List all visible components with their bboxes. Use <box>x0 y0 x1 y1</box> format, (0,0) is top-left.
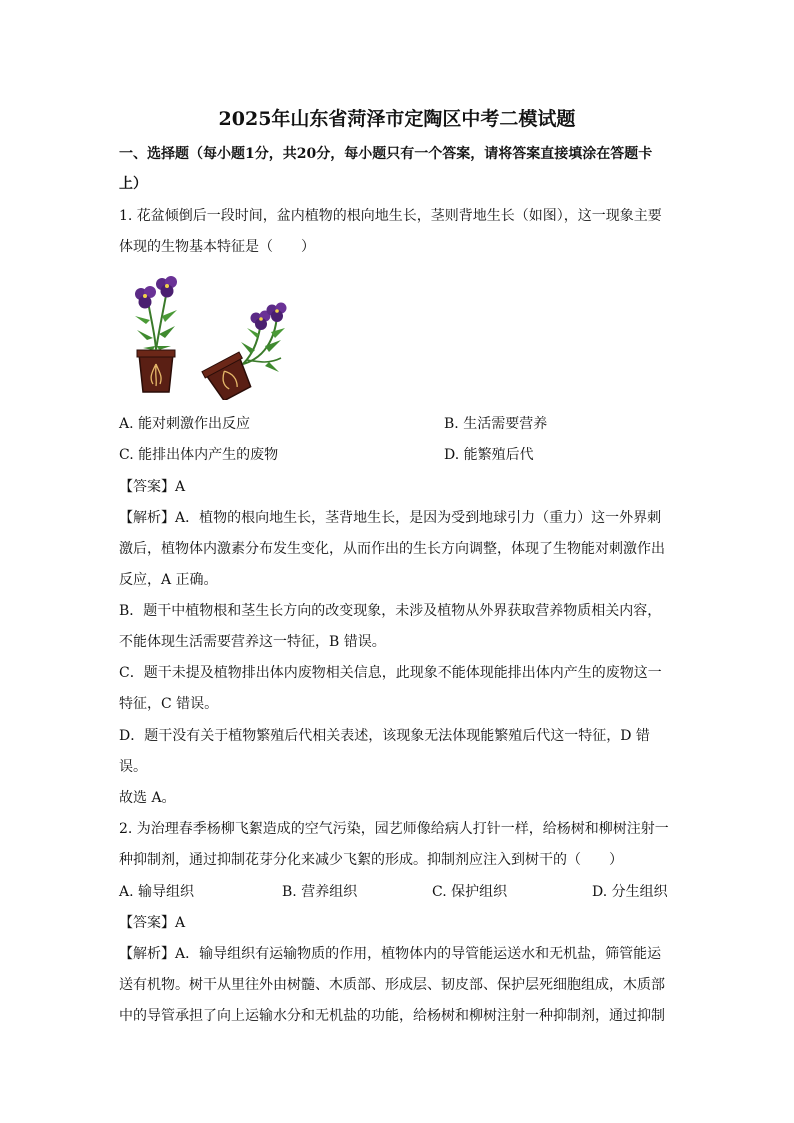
tipped-pot <box>202 303 287 401</box>
q1-option-c: C. 能排出体内产生的废物 <box>119 447 279 463</box>
q1-stem-line2: 体现的生物基本特征是（ ） <box>119 239 315 255</box>
exam-title: 2025年山东省菏泽市定陶区中考二模试题 <box>218 108 576 130</box>
q1-analysis-line: C．题干未提及植物排出体内废物相关信息，此现象不能体现能排出体内产生的废物这一 <box>119 665 662 681</box>
q1-analysis-line: 【解析】A．植物的根向地生长，茎背地生长，是因为受到地球引力（重力）这一外界刺 <box>119 510 662 526</box>
q1-analysis-line: B．题干中植物根和茎生长方向的改变现象，未涉及植物从外界获取营养物质相关内容， <box>119 603 662 619</box>
q1-analysis-line: 反应，A 正确。 <box>119 572 218 588</box>
q2-option-c: C. 保护组织 <box>432 884 508 900</box>
q1-analysis-line: 不能体现生活需要营养这一特征，B 错误。 <box>119 634 386 650</box>
q2-analysis-line: 【解析】A．输导组织有运输物质的作用，植物体内的导管能运送水和无机盐，筛管能运 <box>119 946 662 962</box>
q2-stem-line2: 种抑制剂，通过抑制花芽分化来减少飞絮的形成。抑制剂应注入到树干的（ ） <box>119 852 623 868</box>
upright-pot <box>135 276 177 392</box>
section-heading-line1: 一、选择题（每小题1分，共20分，每小题只有一个答案，请将答案直接填涂在答题卡 <box>119 146 653 162</box>
q1-option-a: A. 能对刺激作出反应 <box>119 416 251 432</box>
q2-answer: 【答案】A <box>119 915 186 931</box>
q1-stem-line1: 1. 花盆倾倒后一段时间，盆内植物的根向地生长，茎则背地生长（如图），这一现象主要 <box>119 208 662 224</box>
q1-analysis-line: 特征，C 错误。 <box>119 696 219 712</box>
q1-analysis-line: D．题干没有关于植物繁殖后代相关表述，该现象无法体现能繁殖后代这一特征，D 错 <box>119 728 650 744</box>
q2-stem-line1: 2. 为治理春季杨柳飞絮造成的空气污染，园艺师像给病人打针一样，给杨树和柳树注射一 <box>119 821 669 837</box>
q1-conclusion: 故选 A。 <box>119 790 176 806</box>
q2-analysis-line: 送有机物。树干从里往外由树髓、木质部、形成层、韧皮部、保护层死细胞组成，木质部 <box>119 977 665 993</box>
q2-analysis-line: 中的导管承担了向上运输水分和无机盐的功能，给杨树和柳树注射一种抑制剂，通过抑制 <box>119 1008 665 1024</box>
q1-option-b: B. 生活需要营养 <box>444 416 548 432</box>
section-heading-line2: 上） <box>119 176 147 192</box>
q2-option-a: A. 输导组织 <box>119 884 195 900</box>
q2-option-d: D. 分生组织 <box>592 884 668 900</box>
q1-option-d: D. 能繁殖后代 <box>444 447 534 463</box>
q1-analysis-line: 激后，植物体内激素分布发生变化，从而作出的生长方向调整，体现了生物能对刺激作出 <box>119 541 665 557</box>
q1-answer: 【答案】A <box>119 479 186 495</box>
potted-violet-plants-icon <box>119 272 299 400</box>
q2-option-b: B. 营养组织 <box>282 884 358 900</box>
q1-analysis-line: 误。 <box>119 759 147 775</box>
